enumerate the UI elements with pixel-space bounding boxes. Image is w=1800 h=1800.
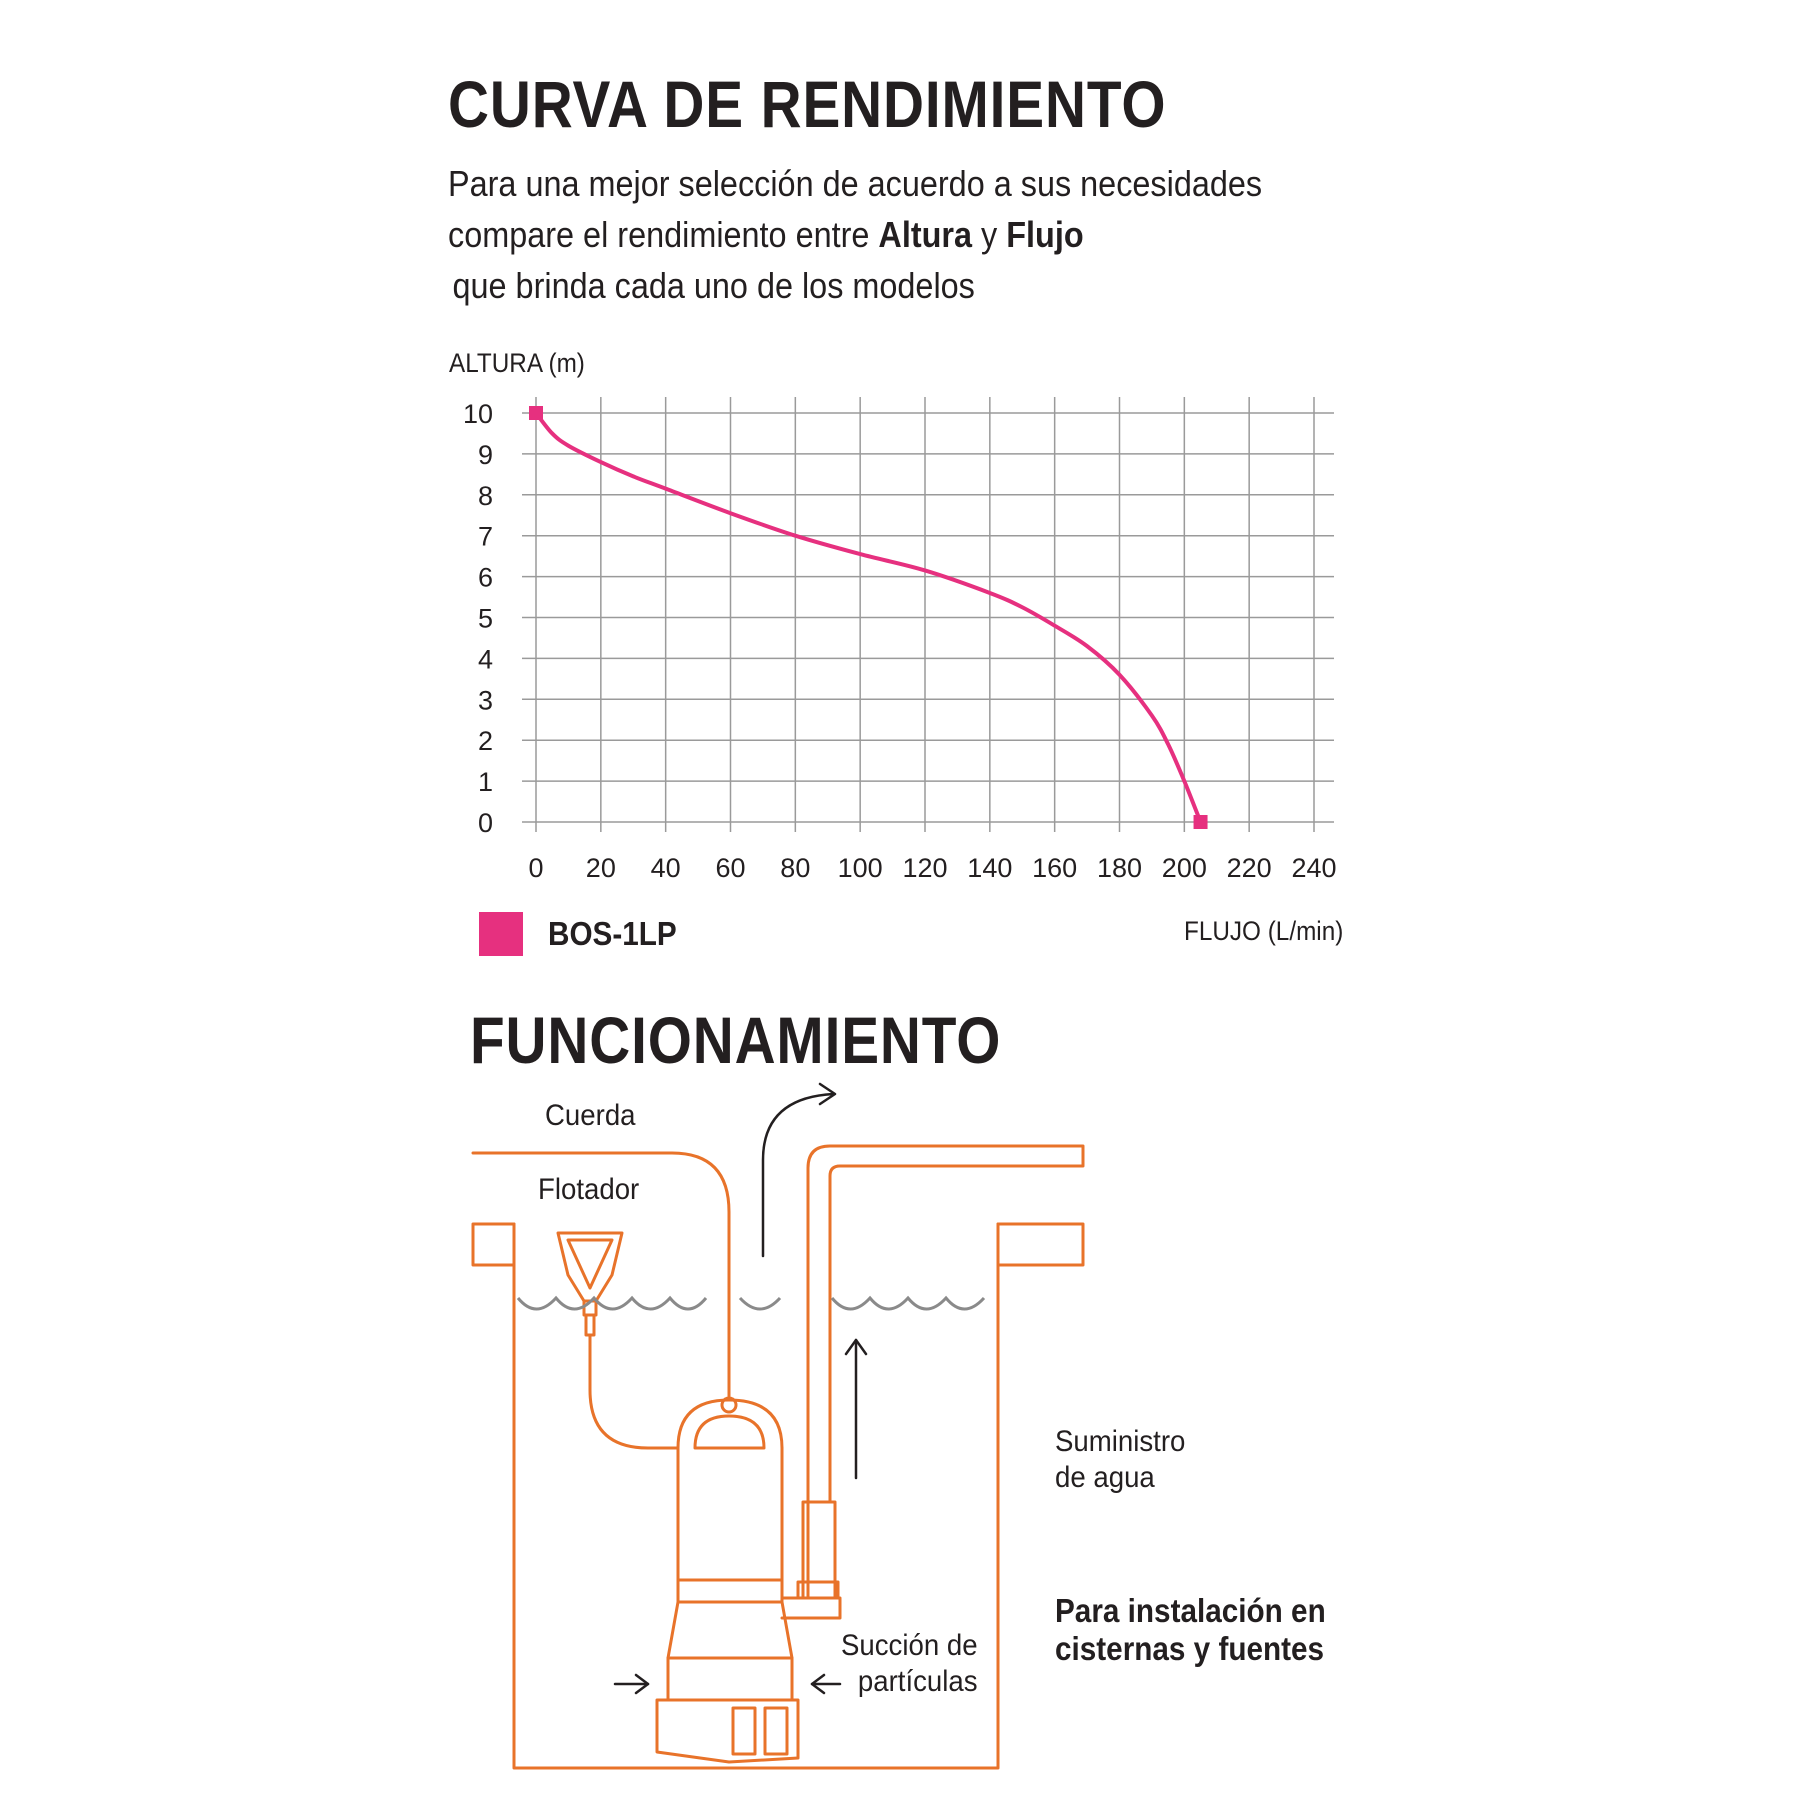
x-tick-label: 0 — [528, 853, 544, 883]
y-tick-label: 1 — [477, 767, 493, 798]
x-tick-label: 20 — [585, 853, 616, 883]
float-cable — [590, 1335, 678, 1448]
y-tick-label: 10 — [462, 399, 493, 429]
intro-line-2-pre: compare el rendimiento entre — [448, 214, 879, 255]
label-suministro-2: de agua — [1055, 1461, 1155, 1494]
y-axis-label: ALTURA (m) — [449, 348, 585, 378]
pump-motor — [668, 1658, 792, 1700]
cistern-rim-left — [473, 1224, 514, 1265]
label-suministro-1: Suministro — [1055, 1425, 1186, 1458]
intro-bold-flujo: Flujo — [1006, 214, 1084, 255]
page-title: CURVA DE RENDIMIENTO — [448, 67, 1167, 141]
x-tick-label: 140 — [967, 853, 1013, 883]
x-tick-label: 80 — [780, 853, 811, 883]
y-tick-label: 9 — [477, 439, 493, 470]
y-tick-label: 3 — [477, 685, 493, 716]
section-title-funcionamiento: FUNCIONAMIENTO — [470, 1003, 1002, 1077]
intro-line-2-mid: y — [972, 214, 1007, 255]
float-body — [558, 1233, 622, 1301]
x-tick-label: 180 — [1096, 853, 1143, 883]
label-suministro — [1055, 1424, 1185, 1496]
y-tick-label: 4 — [477, 644, 493, 675]
pipe-joint — [782, 1598, 840, 1618]
x-tick-label: 160 — [1032, 853, 1078, 883]
label-instalacion-2: cisternas y fuentes — [1055, 1630, 1325, 1667]
y-tick-label: 2 — [477, 726, 493, 757]
x-tick-label: 240 — [1291, 853, 1337, 883]
float-stem-2 — [586, 1315, 594, 1335]
x-tick-label: 220 — [1226, 853, 1272, 883]
label-flotador: Flotador — [538, 1173, 640, 1206]
y-tick-label: 7 — [477, 521, 493, 552]
outlet-pipe-outer — [808, 1146, 1083, 1598]
pump-handle-inner — [695, 1416, 764, 1448]
pump-body — [678, 1448, 782, 1580]
label-instalacion — [1055, 1592, 1326, 1668]
label-cuerda: Cuerda — [545, 1099, 636, 1132]
pump-grille-1 — [733, 1708, 755, 1754]
legend-label: BOS-1LP — [548, 915, 677, 952]
pump-lower — [668, 1602, 792, 1658]
label-succion — [841, 1628, 978, 1700]
intro-line-1: Para una mejor selección de acuerdo a sus necesidades — [448, 163, 1263, 204]
x-tick-label: 100 — [837, 853, 883, 883]
x-tick-label: 40 — [650, 853, 681, 883]
intro-bold-altura: Altura — [878, 214, 973, 255]
y-tick-label: 0 — [477, 808, 493, 838]
intro-line-3: que brinda cada uno de los modelos — [452, 265, 975, 306]
float-inner — [568, 1240, 612, 1288]
y-tick-label: 6 — [477, 562, 493, 593]
label-instalacion-1: Para instalación en — [1055, 1592, 1326, 1629]
x-axis-label: FLUJO (L/min) — [1184, 916, 1344, 946]
y-tick-label: 8 — [477, 480, 493, 511]
outflow-arrow — [763, 1094, 833, 1256]
cistern-rim-right — [998, 1224, 1083, 1265]
x-tick-label: 120 — [902, 853, 948, 883]
x-tick-label: 60 — [715, 853, 746, 883]
pump-band — [678, 1580, 782, 1602]
label-succion-1: Succión de — [841, 1629, 978, 1662]
pump-grille-2 — [765, 1708, 787, 1754]
x-tick-label: 200 — [1161, 853, 1207, 883]
label-succion-2: partículas — [857, 1665, 978, 1698]
y-tick-label: 5 — [477, 603, 493, 634]
